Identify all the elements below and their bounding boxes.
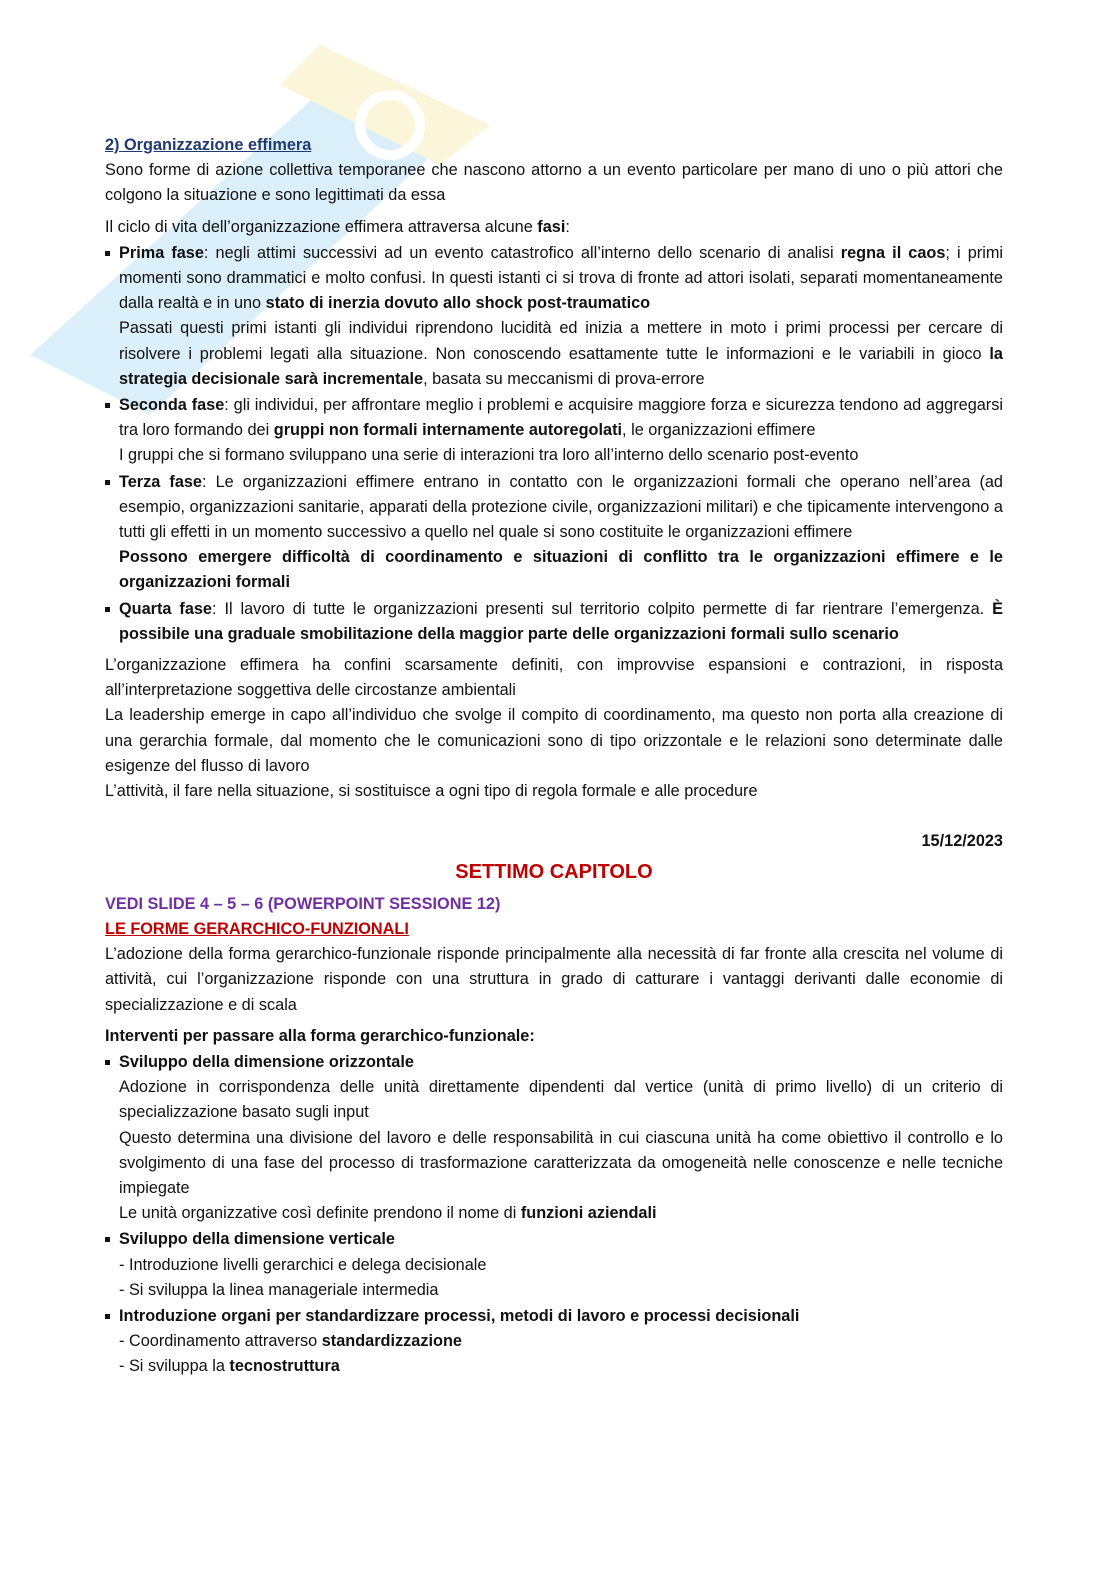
date-label: 15/12/2023 [921,832,1003,851]
closing-paragraph-2: La leadership emerge in capo all’individuo che svolge il compito di coordinamento, ma questo non porta alla creazione di una gerarchia formale, dal momento che le comunicazioni sono di tipo orizzontale e le relazioni sono determinate dalle esigenze del flusso di lavoro [105,706,1003,775]
fasi-list [105,241,1003,647]
section-intro: Sono forme di azione collettiva temporanee che nascono attorno a un evento particolare per mano di uno o più attori che colgono la situazione e sono legittimati da essa [105,161,1003,205]
interventi-list [105,1050,1003,1380]
list-item-fase-4: Quarta fase: Il lavoro di tutte le organizzazioni presenti sul territorio colpito permette di far rientrare l’emergenza. È possibile una graduale smobilitazione della maggior parte delle organizzazioni formali sullo scenario [105,597,1003,647]
ciclo-paragraph: Il ciclo di vita dell’organizzazione effimera attraversa alcune fasi: [105,217,570,236]
list-item-orizzontale: Sviluppo della dimensione orizzontale Adozione in corrispondenza delle unità direttamente dipendenti dal vertice (unità di primo livello) di un criterio di specializzazione basato sugli input Questo determina una divisione del lavoro e delle responsabilità in cui ciascuna unità ha come obiettivo il controllo e lo svolgimento di una fase del processo di trasformazione caratterizzata da omogeneità nelle conoscenze e nelle tecniche impiegate Le unità organizzative così definite prendono il nome di funzioni aziendali [105,1050,1003,1226]
closing-paragraph-3: L’attività, il fare nella situazione, si sostituisce a ogni tipo di regola formale e alle procedure [105,782,758,801]
forme-intro: L’adozione della forma gerarchico-funzionale risponde principalmente alla necessità di far fronte alla crescita nel volume di attività, cui l’organizzazione risponde con una struttura in grado di catturare i vantaggi derivanti dalle economie di specializzazione e di scala [105,945,1003,1014]
section-title: 2) Organizzazione effimera [105,136,312,154]
list-item-fase-3: Terza fase: Le organizzazioni effimere entrano in contatto con le organizzazioni formali che operano nell’area (ad esempio, organizzazioni sanitarie, apparati della protezione civile, organizzazioni militari) e che tipicamente intervengono a tutti gli effetti in un momento successivo a quello nel quale si sono costituite le organizzazioni effimere Possono emergere difficoltà di coordinamento e situazioni di conflitto tra le organizzazioni effimere e le organizzazioni formali [105,470,1003,596]
chapter-title: SETTIMO CAPITOLO [455,861,653,884]
document-page [105,133,1003,1380]
closing-paragraph-1: L’organizzazione effimera ha confini scarsamente definiti, con improvvise espansioni e contrazioni, in risposta all’interpretazione soggettiva delle circostanze ambientali [105,656,1003,700]
slides-reference: VEDI SLIDE 4 – 5 – 6 (POWERPOINT SESSIONE 12) [105,894,501,913]
list-item-fase-1: Prima fase: negli attimi successivi ad un evento catastrofico all’interno dello scenario di analisi regna il caos; i primi momenti sono drammatici e molto confusi. In questi istanti ci si trova di fronte ad attori isolati, separati momentaneamente dalla realtà e in uno stato di inerzia dovuto allo shock post-traumatico Passati questi primi istanti gli individui riprendono lucidità ed inizia a mettere in moto i primi processi per cercare di risolvere i problemi legati alla situazione. Non conoscendo esattamente tutte le informazioni e le variabili in gioco la strategia decisionale sarà incrementale, basata su meccanismi di prova-errore [105,241,1003,392]
forme-title: LE FORME GERARCHICO-FUNZIONALI [105,919,409,938]
list-item-standardizzazione: Introduzione organi per standardizzare processi, metodi di lavoro e processi decisionali - Coordinamento attraverso standardizzazione - Si sviluppa la tecnostruttura [105,1304,1003,1380]
interventi-heading: Interventi per passare alla forma gerarchico-funzionale: [105,1026,535,1045]
list-item-verticale: Sviluppo della dimensione verticale - Introduzione livelli gerarchici e delega decisionale - Si sviluppa la linea manageriale intermedia [105,1227,1003,1303]
list-item-fase-2: Seconda fase: gli individui, per affrontare meglio i problemi e acquisire maggiore forza e sicurezza tendono ad aggregarsi tra loro formando dei gruppi non formali internamente autoregolati, le organizzazioni effimere I gruppi che si formano sviluppano una serie di interazioni tra loro all’interno dello scenario post-evento [105,393,1003,469]
